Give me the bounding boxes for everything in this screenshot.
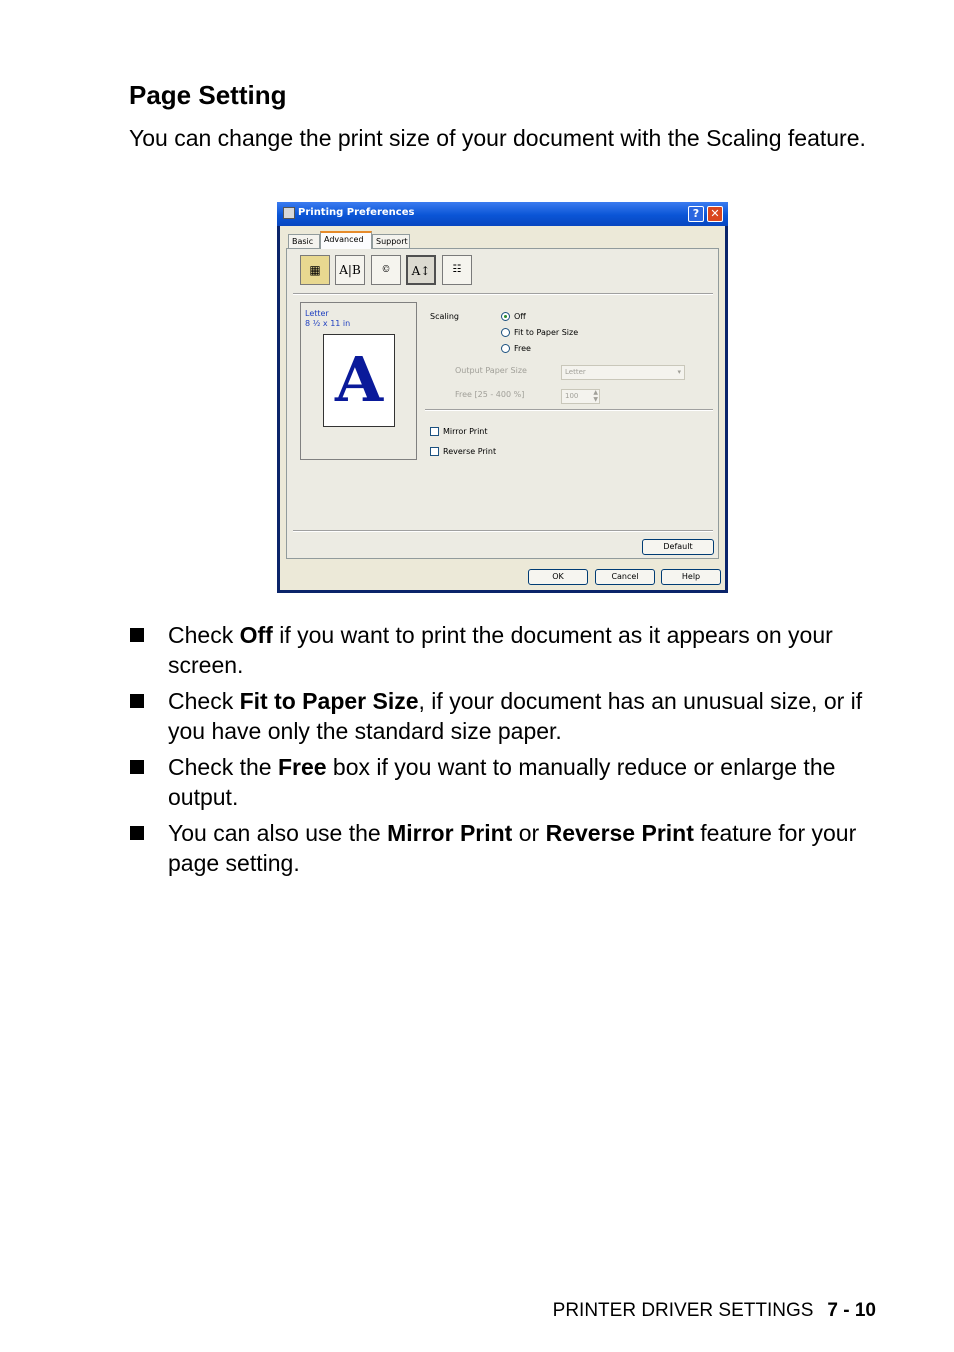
- footer-page-number: 7 - 10: [827, 1300, 876, 1321]
- bullet-bold: Free: [277, 754, 327, 780]
- bullet-bold: Reverse Print: [545, 820, 694, 846]
- printing-preferences-dialog: [277, 202, 728, 593]
- page-footer: [553, 1300, 876, 1322]
- scaling-fit-radio[interactable]: [501, 328, 510, 337]
- bullet-bold: Mirror Print: [387, 820, 513, 846]
- list-item: [129, 752, 879, 812]
- dialog-title: Printing Preferences: [298, 207, 415, 218]
- close-icon[interactable]: ✕: [707, 206, 723, 222]
- bullet-square-icon: [130, 628, 144, 642]
- bullet-bold: Off: [239, 622, 273, 648]
- free-percent-label: Free [25 - 400 %]: [455, 390, 525, 399]
- bullet-text: box if you want to manually reduce or enlarge the output.: [168, 754, 836, 810]
- scaling-fit-label[interactable]: Fit to Paper Size: [514, 328, 579, 337]
- page-preview: [300, 302, 417, 460]
- advanced-panel: [286, 248, 719, 559]
- scaling-off-radio[interactable]: [501, 312, 510, 321]
- reverse-print-label[interactable]: Reverse Print: [443, 447, 497, 456]
- default-button[interactable]: Default: [642, 539, 714, 555]
- output-paper-value: Letter: [565, 368, 586, 376]
- output-paper-label: Output Paper Size: [455, 366, 527, 375]
- bullet-text: if you want to print the document as it appears on your screen.: [168, 622, 833, 678]
- spinner-arrows-icon[interactable]: ▲ ▼: [593, 389, 598, 403]
- bullet-square-icon: [130, 694, 144, 708]
- tab-support[interactable]: Support: [372, 234, 410, 248]
- help-button[interactable]: Help: [661, 569, 721, 585]
- panel-divider: [293, 293, 713, 295]
- output-paper-select[interactable]: [561, 365, 685, 380]
- preview-letter: A: [334, 343, 384, 416]
- reverse-print-checkbox[interactable]: [430, 447, 439, 456]
- chevron-down-icon: ▾: [677, 368, 681, 376]
- list-item: [129, 686, 879, 746]
- print-quality-icon[interactable]: ▦: [300, 255, 330, 285]
- bullet-text: Check: [168, 622, 240, 648]
- device-options-icon[interactable]: ☷: [442, 255, 472, 285]
- preview-paper-size: 8 ½ x 11 in: [305, 319, 351, 328]
- free-percent-value: 100: [565, 392, 579, 400]
- scaling-label: Scaling: [430, 312, 459, 321]
- bullet-text: You can also use the: [168, 820, 388, 846]
- intro-paragraph: You can change the print size of your document with the Scaling feature.: [129, 125, 866, 151]
- dialog-client: [280, 226, 725, 590]
- preview-paper: [323, 334, 395, 427]
- page-setting-icon[interactable]: A↕: [406, 255, 436, 285]
- duplex-icon[interactable]: A|B: [335, 255, 365, 285]
- free-percent-spinner[interactable]: [561, 389, 600, 404]
- help-title-button[interactable]: ?: [688, 206, 704, 222]
- ok-button[interactable]: OK: [528, 569, 588, 585]
- watermark-icon[interactable]: ©: [371, 255, 401, 285]
- dialog-titlebar: [277, 202, 728, 226]
- bullet-text: Check: [168, 688, 240, 714]
- instruction-list: [129, 620, 879, 884]
- bullet-square-icon: [130, 826, 144, 840]
- printer-icon: [283, 207, 295, 219]
- list-item: [129, 818, 879, 878]
- scaling-free-radio[interactable]: [501, 344, 510, 353]
- bullet-bold: Fit to Paper Size: [239, 688, 419, 714]
- preview-paper-name: Letter: [305, 309, 329, 318]
- mirror-print-label[interactable]: Mirror Print: [443, 427, 488, 436]
- bullet-text: or: [512, 820, 546, 846]
- bullet-text: , if your document has an unusual size, or if you have only the standard size paper.: [168, 688, 863, 744]
- footer-section: PRINTER DRIVER SETTINGS: [552, 1300, 814, 1321]
- bottom-divider: [293, 530, 713, 532]
- bullet-text: feature for your page setting.: [168, 820, 857, 876]
- cancel-button[interactable]: Cancel: [595, 569, 655, 585]
- bullet-text: Check the: [168, 754, 278, 780]
- page-heading: Page Setting: [129, 80, 287, 110]
- scaling-off-label[interactable]: Off: [514, 312, 526, 321]
- mirror-print-checkbox[interactable]: [430, 427, 439, 436]
- tab-advanced[interactable]: Advanced: [320, 231, 372, 249]
- tab-basic[interactable]: Basic: [288, 234, 320, 248]
- bullet-square-icon: [130, 760, 144, 774]
- scaling-divider: [425, 409, 713, 411]
- list-item: [129, 620, 879, 680]
- scaling-free-label[interactable]: Free: [514, 344, 531, 353]
